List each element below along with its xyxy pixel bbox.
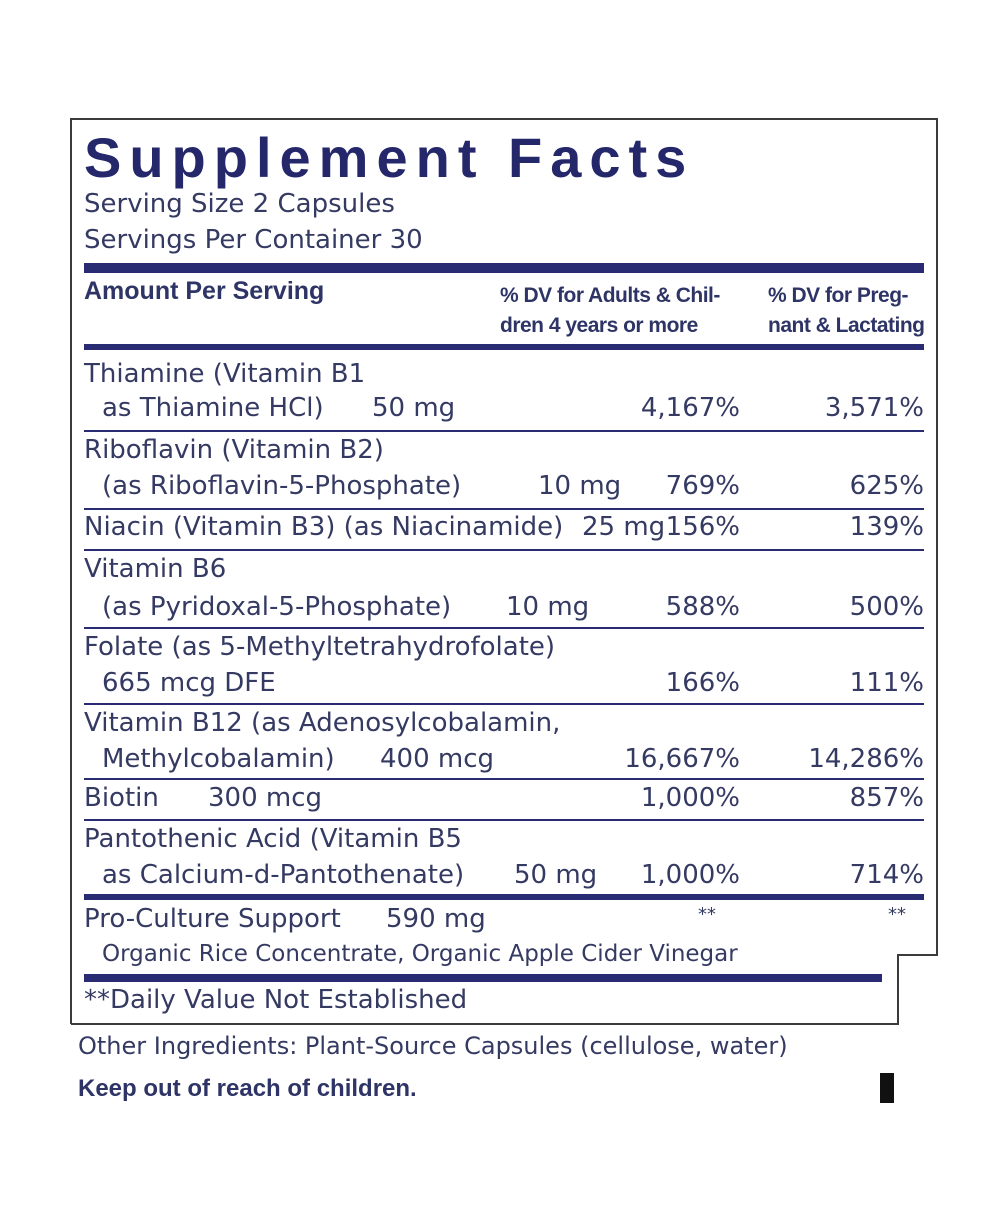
dv-adults-value: 769% <box>665 471 740 501</box>
nutrient-source: Methylcobalamin) <box>102 744 335 774</box>
dv-adults-value: 588% <box>665 592 740 622</box>
header-dv-adults <box>500 281 720 341</box>
header-dv-pregnant-line2: nant & Lactating <box>768 314 925 337</box>
nutrient-source: as Thiamine HCl) <box>102 393 324 423</box>
nutrient-row-riboflavin <box>84 434 924 506</box>
black-mark <box>880 1073 894 1103</box>
nutrient-amount: 10 mg <box>538 471 622 501</box>
row-divider <box>84 508 924 510</box>
header-amount: Amount Per Serving <box>84 277 325 305</box>
nutrient-row-thiamine <box>84 358 924 428</box>
medium-rule-blend <box>84 894 924 900</box>
nutrient-amount: 50 mg <box>372 393 456 423</box>
blend-name: Pro-Culture Support <box>84 904 341 934</box>
dv-adults-value: 16,667% <box>624 744 740 774</box>
blend-ingredients: Organic Rice Concentrate, Organic Apple Cider Vinegar <box>102 941 738 967</box>
row-divider <box>84 627 924 629</box>
serving-size: Serving Size 2 Capsules <box>84 189 395 219</box>
dv-pregnant-value: 857% <box>849 783 924 813</box>
nutrient-row-vitamin-b12 <box>84 707 924 779</box>
dv-adults-value: 156% <box>665 512 740 542</box>
row-divider <box>84 549 924 551</box>
nutrient-amount: 25 mg <box>582 512 666 542</box>
nutrient-name: Vitamin B6 <box>84 554 227 584</box>
thick-rule-top <box>84 263 924 273</box>
nutrient-row-pantothenic-acid <box>84 823 924 895</box>
nutrient-name: Folate (as 5-Methyltetrahydrofolate) <box>84 632 556 662</box>
dv-adults-value: 1,000% <box>640 860 740 890</box>
nutrient-source: (as Riboflavin-5-Phosphate) <box>102 471 462 501</box>
supplement-facts-panel <box>70 118 938 1025</box>
other-ingredients: Other Ingredients: Plant-Source Capsules (cellulose, water) <box>78 1032 788 1060</box>
servings-per-container: Servings Per Container 30 <box>84 225 423 255</box>
nutrient-amount: 300 mcg <box>208 783 323 813</box>
header-dv-adults-line1: % DV for Adults & Chil- <box>500 284 720 307</box>
blend-amount: 590 mg <box>386 904 486 934</box>
proprietary-blend-row <box>84 903 924 973</box>
header-dv-pregnant-line1: % DV for Preg- <box>768 284 909 307</box>
row-divider <box>84 778 924 780</box>
nutrient-source: (as Pyridoxal-5-Phosphate) <box>102 592 452 622</box>
dv-pregnant-value: 14,286% <box>808 744 924 774</box>
dv-pregnant-value: ** <box>888 904 906 925</box>
dv-adults-value: ** <box>698 904 716 925</box>
dv-adults-value: 4,167% <box>640 393 740 423</box>
row-divider <box>84 819 924 821</box>
panel-title: Supplement Facts <box>84 126 695 189</box>
dv-pregnant-value: 111% <box>849 668 924 698</box>
nutrient-row-vitamin-b6 <box>84 553 924 625</box>
nutrient-source: as Calcium-d-Pantothenate) <box>102 860 465 890</box>
daily-value-footnote: **Daily Value Not Established <box>84 985 468 1015</box>
nutrient-row-niacin <box>84 511 924 545</box>
header-dv-adults-line2: dren 4 years or more <box>500 314 698 337</box>
dv-pregnant-value: 500% <box>849 592 924 622</box>
dv-pregnant-value: 714% <box>849 860 924 890</box>
nutrient-row-biotin <box>84 782 924 816</box>
nutrient-name: Niacin (Vitamin B3) (as Niacinamide) <box>84 512 564 542</box>
nutrient-amount: 400 mcg <box>380 744 495 774</box>
nutrient-amount: 10 mg <box>506 592 590 622</box>
nutrient-name: Thiamine (Vitamin B1 <box>84 359 366 389</box>
dv-pregnant-value: 625% <box>849 471 924 501</box>
nutrient-name: Biotin <box>84 783 159 813</box>
medium-rule <box>84 344 924 350</box>
dv-pregnant-value: 139% <box>849 512 924 542</box>
row-divider <box>84 430 924 432</box>
nutrient-row-folate <box>84 631 924 703</box>
dv-adults-value: 166% <box>665 668 740 698</box>
nutrient-amount: 50 mg <box>514 860 598 890</box>
nutrient-name: Riboflavin (Vitamin B2) <box>84 435 384 465</box>
nutrient-name: Pantothenic Acid (Vitamin B5 <box>84 824 462 854</box>
child-safety-warning: Keep out of reach of children. <box>78 1075 417 1102</box>
dv-pregnant-value: 3,571% <box>824 393 924 423</box>
row-divider <box>84 703 924 705</box>
nutrient-name: Vitamin B12 (as Adenosylcobalamin, <box>84 708 561 738</box>
dv-adults-value: 1,000% <box>640 783 740 813</box>
thick-rule-bottom <box>84 974 882 982</box>
nutrient-amount: 665 mcg DFE <box>102 668 276 698</box>
header-dv-pregnant <box>768 281 925 341</box>
